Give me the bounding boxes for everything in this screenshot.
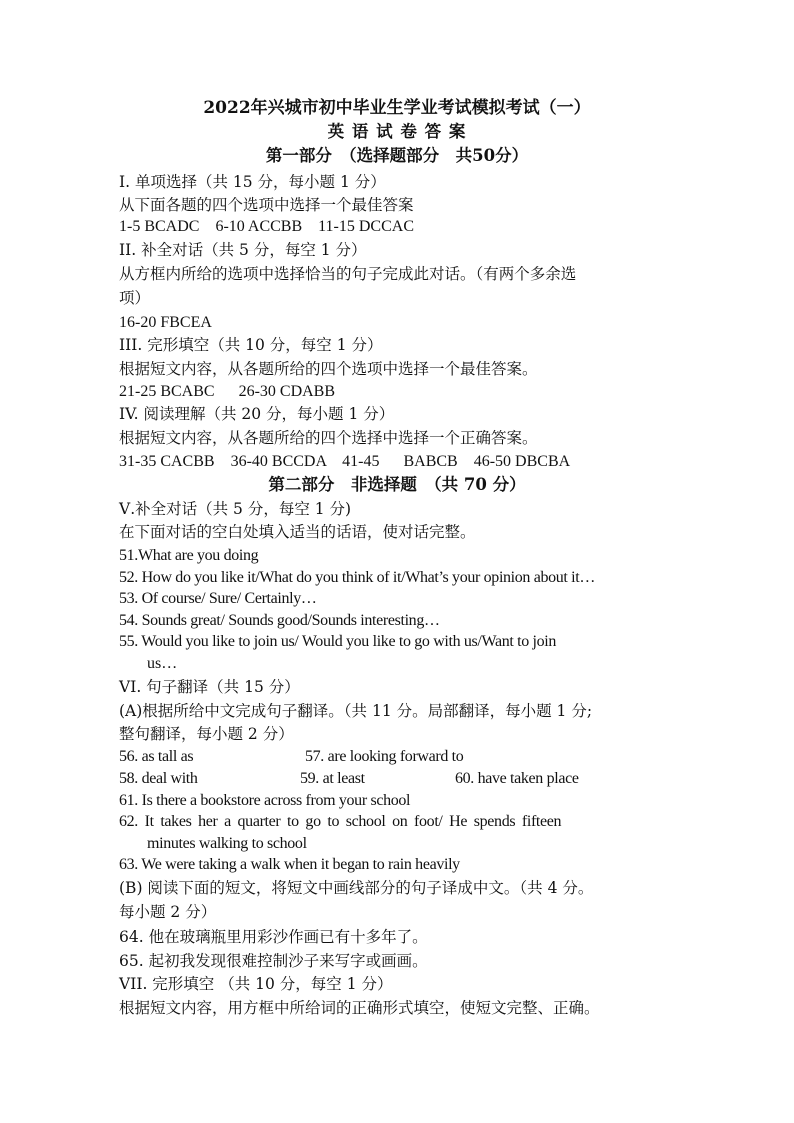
answer-55-line2: us… xyxy=(147,655,178,672)
section-3-answers: 21-25 BCABC 26-30 CDABB xyxy=(119,383,336,400)
answer-58: 58. deal with xyxy=(119,770,198,787)
section-3-instruction: 根据短文内容，从各题所给的四个选项中选择一个最佳答案。 xyxy=(119,360,538,378)
answer-56: 56. as tall as xyxy=(119,748,194,765)
section-2-instruction-line2: 项） xyxy=(119,289,151,307)
answer-62-line1: 62. It takes her a quarter to go to school on foot/ He spends fifteen xyxy=(119,813,562,830)
section-2-answers: 16-20 FBCEA xyxy=(119,314,212,331)
section-6a-instruction-line1: (A)根据所给中文完成句子翻译。（共 11 分。局部翻译，每小题 1 分; xyxy=(119,702,593,720)
answer-52: 52. How do you like it/What do you think of it/What’s your opinion about it… xyxy=(119,569,596,586)
exam-title: 2022年兴城市初中毕业生学业考试模拟考试（一） xyxy=(203,98,591,118)
section-3-heading: III. 完形填空（共 10 分，每空 1 分） xyxy=(119,336,383,354)
answer-55-line1: 55. Would you like to join us/ Would you like to go with us/Want to join xyxy=(119,633,557,650)
answer-51: 51.What are you doing xyxy=(119,547,259,564)
section-1-heading: I. 单项选择（共 15 分，每小题 1 分） xyxy=(119,173,386,191)
answer-62-line2: minutes walking to school xyxy=(147,835,307,852)
section-4-heading: IV. 阅读理解（共 20 分，每小题 1 分） xyxy=(119,405,395,423)
answer-63: 63. We were taking a walk when it began to rain heavily xyxy=(119,856,460,873)
section-5-instruction: 在下面对话的空白处填入适当的话语，使对话完整。 xyxy=(119,523,476,541)
section-7-instruction: 根据短文内容，用方框中所给词的正确形式填空，使短文完整、正确。 xyxy=(119,999,600,1017)
section-5-heading: Ⅴ.补全对话（共 5 分，每空 1 分) xyxy=(119,500,352,518)
answer-53: 53. Of course/ Sure/ Certainly… xyxy=(119,590,317,607)
part-two-heading: 第二部分 非选择题 （共 70 分） xyxy=(268,475,526,494)
answer-54: 54. Sounds great/ Sounds good/Sounds interesting… xyxy=(119,612,440,629)
section-6a-instruction-line2: 整句翻译，每小题 2 分） xyxy=(119,725,294,743)
section-2-instruction-line1: 从方框内所给的选项中选择恰当的句子完成此对话。（有两个多余选 xyxy=(119,265,577,283)
answer-57: 57. are looking forward to xyxy=(305,748,464,765)
section-4-answers: 31-35 CACBB 36-40 BCCDA 41-45 BABCB 46-50 DBCBA xyxy=(119,453,571,470)
section-6-heading: VI. 句子翻译（共 15 分） xyxy=(119,678,300,696)
section-6b-instruction-line2: 每小题 2 分） xyxy=(119,903,217,921)
section-6b-instruction-line1: (B) 阅读下面的短文，将短文中画线部分的句子译成中文。（共 4 分。 xyxy=(119,879,594,897)
answer-60: 60. have taken place xyxy=(455,770,579,787)
section-2-heading: II. 补全对话（共 5 分，每空 1 分） xyxy=(119,241,367,259)
answer-64: 64. 他在玻璃瓶里用彩沙作画已有十多年了。 xyxy=(119,928,428,946)
section-7-heading: VII. 完形填空 （共 10 分，每空 1 分） xyxy=(119,975,393,993)
answer-61: 61. Is there a bookstore across from your school xyxy=(119,792,411,809)
section-4-instruction: 根据短文内容，从各题所给的四个选择中选择一个正确答案。 xyxy=(119,429,538,447)
answer-59: 59. at least xyxy=(300,770,365,787)
section-1-answers: 1-5 BCADC 6-10 ACCBB 11-15 DCCAC xyxy=(119,218,414,235)
part-one-heading: 第一部分 （选择题部分 共50分） xyxy=(265,146,529,165)
section-1-instruction: 从下面各题的四个选项中选择一个最佳答案 xyxy=(119,196,414,214)
answer-65: 65. 起初我发现很难控制沙子来写字或画画。 xyxy=(119,952,428,970)
exam-subtitle: 英 语 试 卷 答 案 xyxy=(327,122,467,141)
